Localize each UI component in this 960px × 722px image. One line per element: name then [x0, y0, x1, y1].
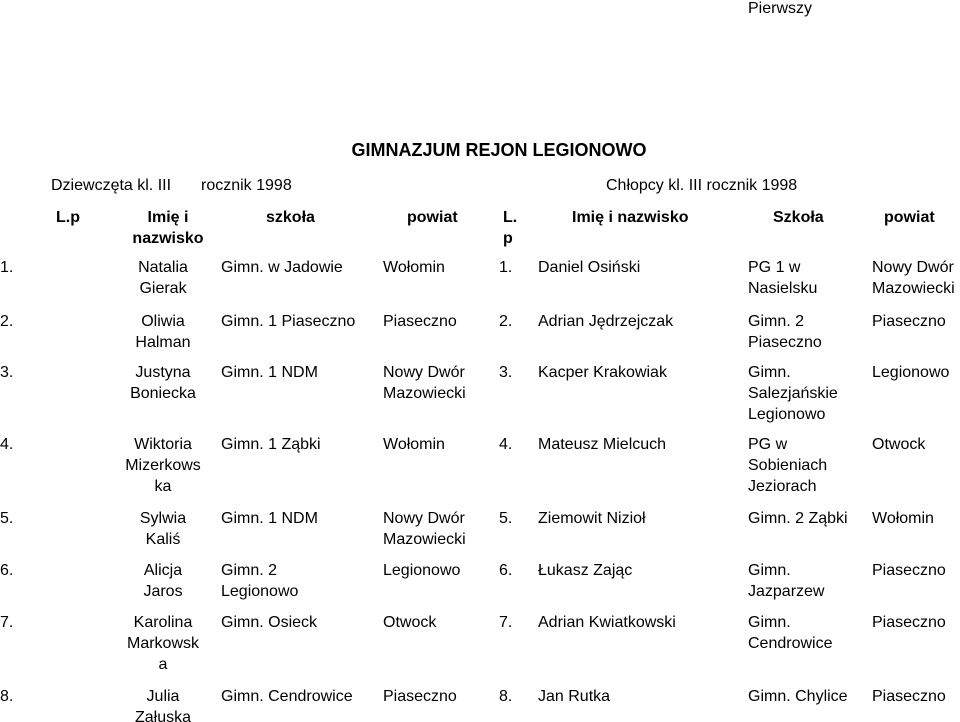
boy-lp: 2. — [499, 313, 513, 330]
header-district-girls: powiat — [407, 209, 458, 226]
header-lp-boys: L. p — [503, 209, 518, 247]
boy-lp: 5. — [499, 510, 513, 527]
girl-lp: 4. — [0, 436, 14, 453]
boy-district: Piaseczno — [872, 614, 946, 631]
girl-lp: 2. — [0, 313, 14, 330]
girl-school: Gimn. 1 NDM — [221, 510, 318, 527]
girl-district: Wołomin — [383, 436, 445, 453]
girl-name: Alicja Jaros — [143, 562, 183, 600]
boy-name: Adrian Kwiatkowski — [538, 614, 676, 631]
header-name-girls: Imię i nazwisko — [132, 209, 204, 247]
boys-group-label: Chłopcy kl. III rocznik 1998 — [606, 177, 798, 194]
girl-district: Nowy Dwór Mazowiecki — [383, 364, 466, 402]
girl-school: Gimn. 1 Ząbki — [221, 436, 321, 453]
girl-school: Gimn. 1 Piaseczno — [221, 313, 356, 330]
girl-lp: 3. — [0, 364, 14, 381]
boy-lp: 7. — [499, 614, 513, 631]
header-lp-girls: L.p — [56, 209, 80, 226]
header-district-boys: powiat — [884, 209, 935, 226]
boy-school: PG w Sobieniach Jeziorach — [748, 436, 828, 495]
boy-lp: 1. — [499, 259, 513, 276]
girl-school: Gimn. w Jadowie — [221, 259, 343, 276]
girl-lp: 6. — [0, 562, 14, 579]
boy-name: Kacper Krakowiak — [538, 364, 667, 381]
girl-lp: 1. — [0, 259, 14, 276]
girl-name: Karolina Markowsk a — [126, 614, 199, 673]
boy-school: Gimn. Jazparzew — [748, 562, 825, 600]
girl-lp: 5. — [0, 510, 14, 527]
boy-school: PG 1 w Nasielsku — [748, 259, 818, 297]
boy-district: Nowy Dwór Mazowiecki — [872, 259, 955, 297]
page-label: Pierwszy — [748, 0, 813, 17]
boy-school: Gimn. Cendrowice — [748, 614, 833, 652]
girl-name: Oliwia Halman — [135, 313, 191, 351]
girl-school: Gimn. 2 Legionowo — [221, 562, 299, 600]
girl-district: Otwock — [383, 614, 437, 631]
boy-lp: 8. — [499, 688, 513, 705]
girl-district: Piaseczno — [383, 313, 457, 330]
boy-name: Ziemowit Nizioł — [538, 510, 646, 527]
girl-district: Wołomin — [383, 259, 445, 276]
boy-school: Gimn. 2 Ząbki — [748, 510, 848, 527]
boy-district: Piaseczno — [872, 562, 946, 579]
girl-district: Piaseczno — [383, 688, 457, 705]
boy-lp: 4. — [499, 436, 513, 453]
header-school-boys: Szkoła — [773, 209, 824, 226]
page-title: GIMNAZJUM REJON LEGIONOWO — [351, 140, 647, 160]
boy-school: Gimn. Salezjańskie Legionowo — [748, 364, 838, 423]
girl-school: Gimn. Osieck — [221, 614, 318, 631]
girl-name: Natalia Gierak — [138, 259, 188, 297]
girl-lp: 7. — [0, 614, 14, 631]
boy-name: Mateusz Mielcuch — [538, 436, 667, 453]
boy-name: Daniel Osiński — [538, 259, 641, 276]
girl-lp: 8. — [0, 688, 14, 705]
boy-lp: 6. — [499, 562, 513, 579]
boy-district: Piaseczno — [872, 688, 946, 705]
boy-name: Jan Rutka — [538, 688, 611, 705]
boy-district: Legionowo — [872, 364, 950, 381]
boy-district: Otwock — [872, 436, 926, 453]
boy-name: Łukasz Zając — [538, 562, 633, 579]
girl-district: Nowy Dwór Mazowiecki — [383, 510, 466, 548]
header-school-girls: szkoła — [266, 209, 315, 226]
boy-district: Wołomin — [872, 510, 934, 527]
boy-name: Adrian Jędrzejczak — [538, 313, 674, 330]
girl-name: Sylwia Kaliś — [139, 510, 187, 548]
girls-group-label: Dziewczęta kl. III — [51, 177, 172, 194]
girl-name: Julia Załuska — [134, 688, 192, 722]
girl-school: Gimn. Cendrowice — [221, 688, 353, 705]
girl-district: Legionowo — [383, 562, 461, 579]
girls-group-year: rocznik 1998 — [201, 177, 292, 194]
header-name-boys: Imię i nazwisko — [572, 209, 689, 226]
boy-school: Gimn. Chylice — [748, 688, 848, 705]
boy-school: Gimn. 2 Piaseczno — [748, 313, 822, 351]
girl-school: Gimn. 1 NDM — [221, 364, 318, 381]
girl-name: Wiktoria Mizerkows ka — [125, 436, 201, 495]
girl-name: Justyna Boniecka — [130, 364, 196, 402]
boy-district: Piaseczno — [872, 313, 946, 330]
boy-lp: 3. — [499, 364, 513, 381]
